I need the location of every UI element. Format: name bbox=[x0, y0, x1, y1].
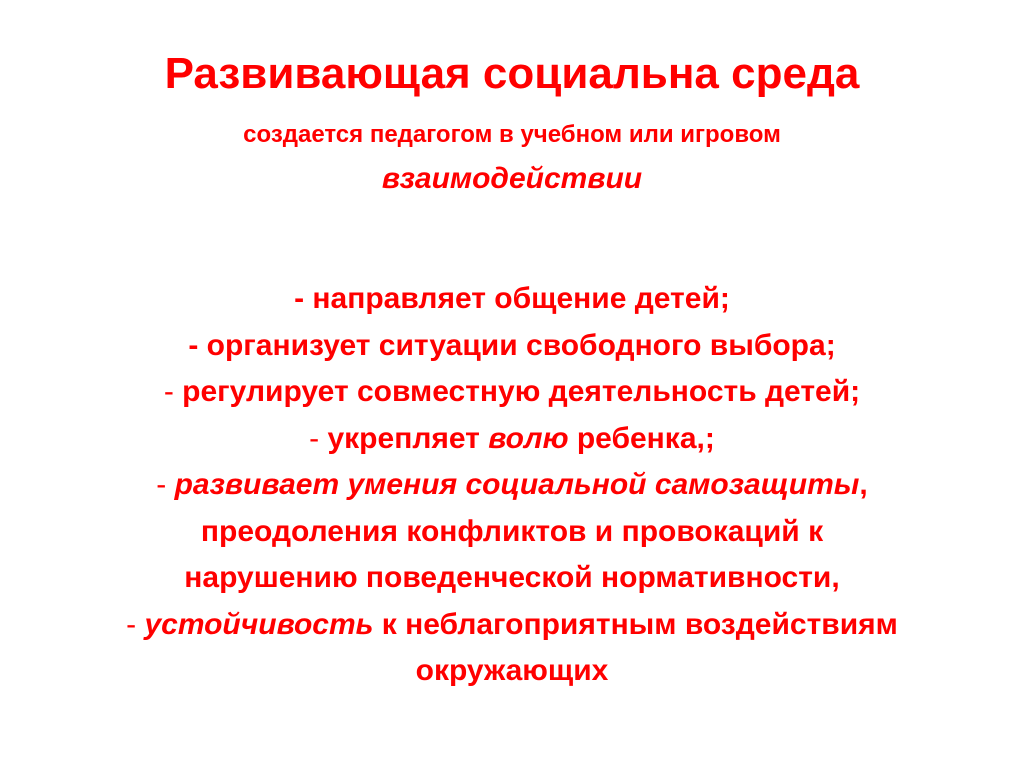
slide-title: Развивающая социальна среда bbox=[164, 49, 860, 98]
list-item bbox=[0, 416, 1024, 463]
list-item bbox=[0, 462, 1024, 509]
list-item-text: преодоления конфликтов и провокаций к bbox=[200, 514, 824, 548]
list-item-dash: - bbox=[156, 468, 175, 501]
list-item-text: регулирует совместную деятельность детей; bbox=[182, 375, 861, 408]
slide-body bbox=[0, 276, 1024, 695]
list-item-text: укрепляет bbox=[327, 421, 489, 455]
list-item-emphasis: устойчивость bbox=[144, 607, 374, 641]
list-item-text: , bbox=[859, 468, 868, 501]
list-item-text: ребенка,; bbox=[568, 421, 715, 455]
list-item-continuation bbox=[0, 509, 1024, 556]
list-item-emphasis: развивает умения социальной самозащиты bbox=[174, 468, 860, 501]
list-item bbox=[0, 323, 1024, 370]
list-item-dash: - bbox=[309, 421, 328, 455]
slide-subtitle-emphasis: взаимодействии bbox=[381, 162, 643, 195]
list-item bbox=[0, 369, 1024, 416]
list-item-emphasis: волю bbox=[488, 421, 569, 455]
list-item-continuation bbox=[0, 648, 1024, 695]
list-item bbox=[0, 602, 1024, 649]
list-item bbox=[0, 276, 1024, 323]
list-item-text: - направляет общение детей; bbox=[294, 282, 730, 315]
list-item-dash: - bbox=[163, 375, 183, 408]
list-item-text: нарушению поведенческой нормативности, bbox=[184, 561, 840, 594]
list-item-text: к неблагоприятным воздействиям bbox=[373, 607, 898, 641]
list-item-dash: - bbox=[126, 607, 145, 641]
list-item-text: - организует ситуации свободного выбора; bbox=[188, 328, 836, 362]
slide-subtitle: создается педагогом в учебном или игровом bbox=[243, 121, 781, 148]
list-item-text: окружающих bbox=[415, 654, 609, 687]
list-item-continuation bbox=[0, 555, 1024, 602]
